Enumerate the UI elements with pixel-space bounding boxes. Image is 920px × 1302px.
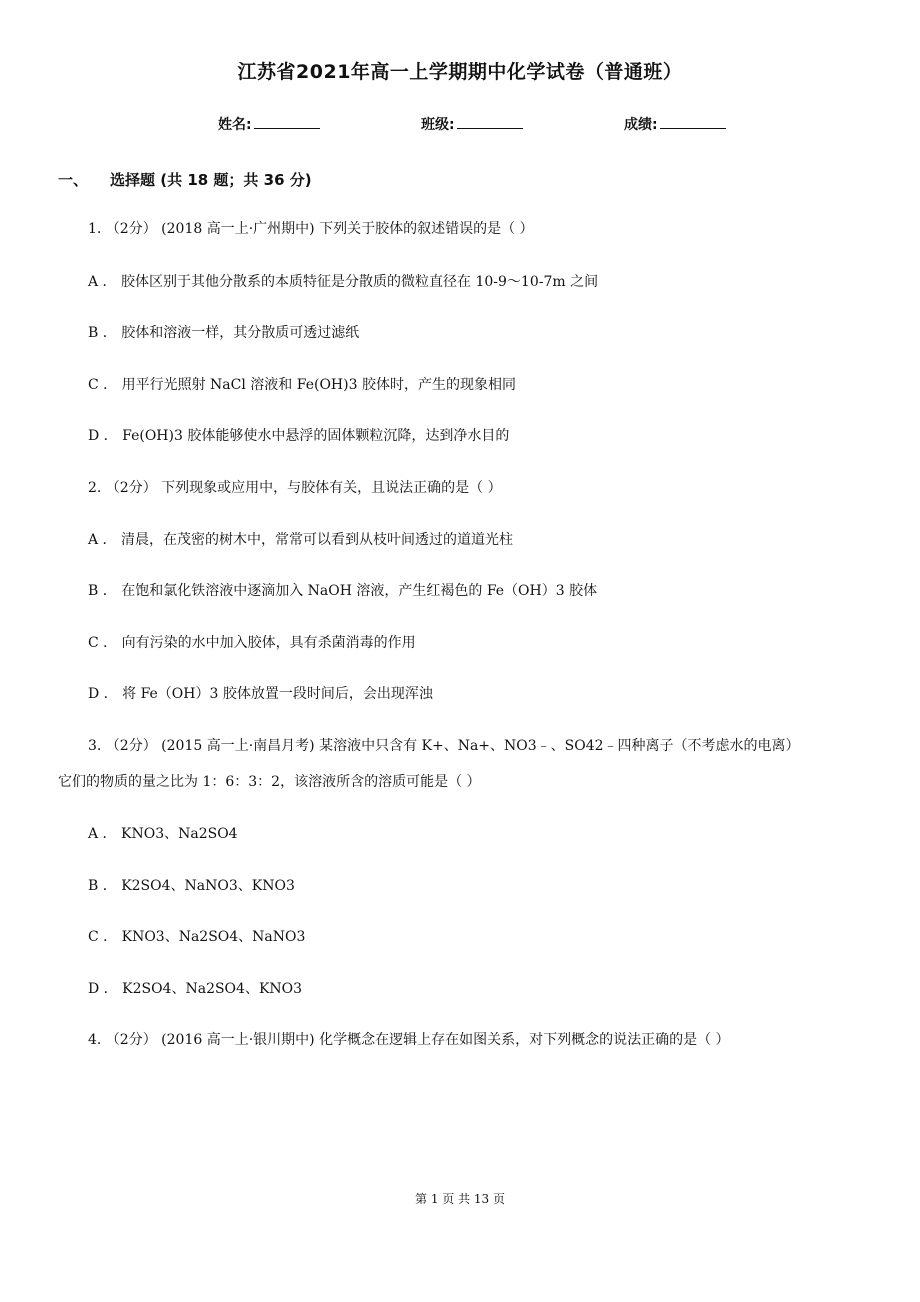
question-2-option-c: C ． 向有污染的水中加入胶体，具有杀菌消毒的作用 [88, 635, 416, 651]
question-3-option-c: C ． KNO3、Na2SO4、NaNO3 [88, 929, 306, 945]
score-blank [660, 114, 726, 129]
class-field [421, 114, 523, 134]
exam-title: 江苏省2021年高一上学期期中化学试卷（普通班） [237, 61, 683, 83]
question-3-option-a: A ． KNO3、Na2SO4 [88, 826, 238, 842]
question-3-stem-continued: 它们的物质的量之比为 1：6：3：2，该溶液所含的溶质可能是（ ） [58, 774, 481, 790]
question-2-stem: 2. （2分） 下列现象或应用中，与胶体有关，且说法正确的是（ ） [88, 480, 502, 496]
question-3-stem: 3. （2分） (2015 高一上·南昌月考) 某溶液中只含有 K+、Na+、NO3﹣、SO42﹣四种离子（不考虑水的电离） [88, 738, 800, 754]
class-blank [457, 114, 523, 129]
score-label: 成绩: [624, 117, 658, 133]
section-title: 选择题 (共 18 题；共 36 分) [110, 171, 312, 189]
question-2-option-a: A ． 清晨，在茂密的树木中，常常可以看到从枝叶间透过的道道光柱 [88, 532, 514, 548]
score-field [624, 114, 726, 134]
question-1-option-c: C ． 用平行光照射 NaCl 溶液和 Fe(OH)3 胶体时，产生的现象相同 [88, 377, 516, 393]
name-field [218, 114, 320, 134]
name-label: 姓名: [218, 117, 252, 133]
question-1-option-b: B ． 胶体和溶液一样，其分散质可透过滤纸 [88, 325, 360, 341]
question-2-option-b: B ． 在饱和氯化铁溶液中逐滴加入 NaOH 溶液，产生红褐色的 Fe（OH）3 胶体 [88, 583, 598, 599]
student-info-row [0, 114, 920, 138]
question-4-stem: 4. （2分） (2016 高一上·银川期中) 化学概念在逻辑上存在如图关系，对下列概念的说法正确的是（ ） [88, 1032, 730, 1048]
question-2-option-d: D ． 将 Fe（OH）3 胶体放置一段时间后，会出现浑浊 [88, 686, 433, 702]
name-blank [254, 114, 320, 129]
class-label: 班级: [421, 117, 455, 133]
question-1-option-a: A ． 胶体区别于其他分散系的本质特征是分散质的微粒直径在 10-9～10-7m 之间 [88, 274, 599, 290]
section-heading [58, 169, 312, 190]
question-1-stem: 1. （2分） (2018 高一上·广州期中) 下列关于胶体的叙述错误的是（ ） [88, 221, 534, 237]
question-1-option-d: D ． Fe(OH)3 胶体能够使水中悬浮的固体颗粒沉降，达到净水目的 [88, 428, 510, 444]
section-number: 一、 [58, 171, 89, 189]
page-footer: 第 1 页 共 13 页 [415, 1192, 505, 1206]
question-3-option-d: D ． K2SO4、Na2SO4、KNO3 [88, 981, 303, 997]
question-3-option-b: B ． K2SO4、NaNO3、KNO3 [88, 878, 295, 894]
